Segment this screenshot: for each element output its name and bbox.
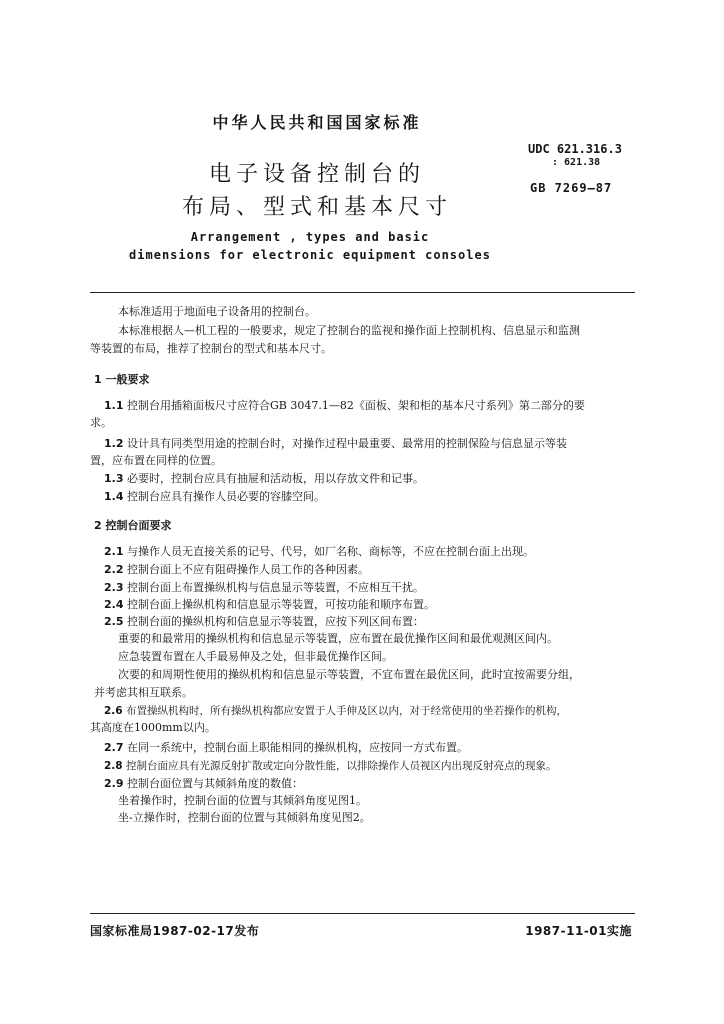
document-title-line2: 布局、型式和基本尺寸	[181, 195, 452, 220]
item-2-7	[104, 740, 468, 756]
document-title-line1: 电子设备控制台的	[208, 162, 425, 187]
section1-heading: 1 一般要求	[94, 373, 150, 386]
item-number: 2.3	[104, 581, 124, 594]
footer-divider	[90, 913, 635, 914]
item-2-6-cont: 其高度在1000mm以内。	[90, 721, 216, 734]
intro-line-3: 等装置的布局，推荐了控制台的型式和基本尺寸。	[90, 342, 332, 355]
english-title-line1: Arrangement , types and basic	[190, 230, 430, 244]
item-2-5-sub-1: 重要的和最常用的操纵机构和信息显示等装置，应布置在最优操作区间和最优观测区间内。	[118, 632, 558, 645]
section2-heading: 2 控制台面要求	[94, 519, 172, 532]
item-2-5	[104, 614, 424, 630]
item-2-9-sub-2: 坐-立操作时，控制台面的位置与其倾斜角度见图2。	[118, 811, 371, 824]
item-1-1-cont: 求。	[90, 416, 112, 429]
item-1-1	[104, 398, 585, 414]
item-2-8	[104, 758, 556, 774]
item-text: 控制台用插箱面板尺寸应符合GB 3047.1—82《面板、架和柜的基本尺寸系列》第二部分的要	[127, 399, 585, 412]
item-text: 与操作人员无直接关系的记号、代号，如厂名称、商标等，不应在控制台面上出现。	[127, 545, 534, 558]
item-number: 2.7	[104, 741, 124, 754]
item-number: 1.3	[104, 472, 124, 485]
issuing-organization: 中华人民共和国国家标准	[212, 113, 422, 132]
item-text: 必要时，控制台应具有抽屉和活动板，用以存放文件和记事。	[127, 472, 424, 485]
item-text: 设计具有同类型用途的控制台时，对操作过程中最重要、最常用的控制保险与信息显示等装	[127, 437, 567, 450]
item-number: 2.1	[104, 545, 124, 558]
header-divider	[90, 292, 635, 293]
english-title-line2: dimensions for electronic equipment consoles	[129, 248, 491, 262]
item-text: 布置操纵机构时，所有操纵机构都应安置于人手伸及区以内，对于经常使用的坐若操作的机构，	[125, 705, 567, 717]
item-2-4	[104, 597, 435, 613]
item-text: 控制台面应具有光源反射扩散或定向分散性能，以排除操作人员视区内出现反射亮点的现象。	[125, 760, 557, 772]
item-text: 控制台面上不应有阻碍操作人员工作的各种因素。	[127, 563, 369, 576]
item-number: 2.5	[104, 615, 124, 628]
item-number: 2.8	[104, 760, 123, 772]
item-number: 2.4	[104, 598, 124, 611]
item-1-4	[104, 489, 325, 505]
item-text: 在同一系统中，控制台面上职能相同的操纵机构，应按同一方式布置。	[127, 741, 468, 754]
item-text: 控制台面位置与其倾斜角度的数值：	[127, 777, 303, 790]
item-2-3	[104, 580, 424, 596]
item-text: 控制台应具有操作人员必要的容膝空间。	[127, 490, 325, 503]
item-number: 2.9	[104, 777, 124, 790]
item-number: 1.2	[104, 437, 124, 450]
item-2-1	[104, 544, 534, 560]
item-2-5-sub-3: 次要的和周期性使用的操纵机构和信息显示等装置，不宜布置在最优区间，此时宜按需要分组，	[118, 668, 580, 681]
item-1-2	[104, 436, 567, 452]
item-1-2-cont: 置，应布置在同样的位置。	[90, 454, 222, 467]
item-number: 1.4	[104, 490, 124, 503]
item-number: 2.6	[104, 705, 123, 717]
item-number: 2.2	[104, 563, 124, 576]
item-2-9	[104, 776, 303, 792]
item-text: 控制台面上布置操纵机构与信息显示等装置，不应相互干扰。	[127, 581, 424, 594]
item-2-9-sub-1: 坐着操作时，控制台面的位置与其倾斜角度见图1。	[118, 794, 367, 807]
intro-line-1: 本标准适用于地面电子设备用的控制台。	[118, 305, 316, 318]
item-2-5-sub-4: 并考虑其相互联系。	[94, 686, 193, 699]
effective-date: 1987-11-01实施	[525, 924, 632, 938]
gb-number: GB 7269—87	[530, 181, 613, 195]
item-2-2	[104, 562, 369, 578]
intro-line-2: 本标准根据人—机工程的一般要求，规定了控制台的监视和操作面上控制机构、信息显示和监测	[118, 324, 580, 337]
item-text: 控制台面的操纵机构和信息显示等装置，应按下列区间布置：	[127, 615, 424, 628]
udc-line2: : 621.38	[552, 157, 601, 168]
item-1-3	[104, 471, 424, 487]
item-number: 1.1	[104, 399, 124, 412]
item-text: 控制台面上操纵机构和信息显示等装置，可按功能和顺序布置。	[127, 598, 435, 611]
item-2-6	[104, 703, 567, 719]
udc-code	[528, 143, 622, 169]
issue-date: 国家标准局1987-02-17发布	[90, 924, 260, 938]
udc-line1: UDC 621.316.3	[528, 142, 622, 156]
item-2-5-sub-2: 应急装置布置在人手最易伸及之处，但非最优操作区间。	[118, 650, 393, 663]
